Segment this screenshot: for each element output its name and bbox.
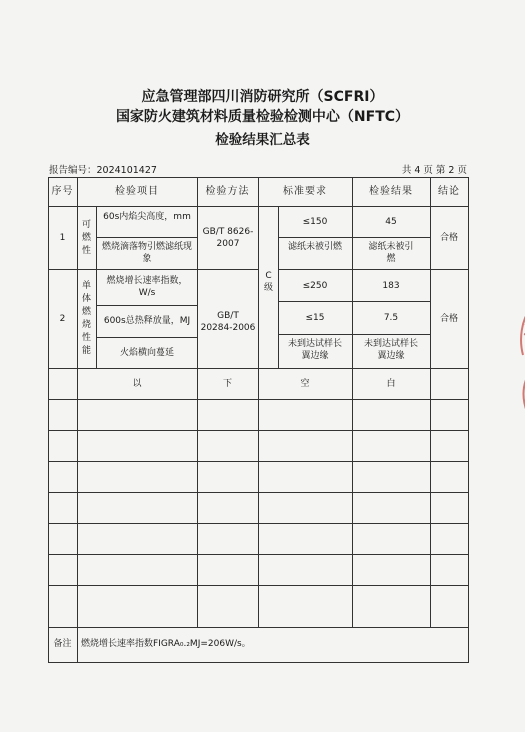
blank-word-4: 白: [386, 379, 396, 389]
row1-no: 1: [59, 233, 66, 243]
grade-label: C级: [263, 271, 273, 293]
header-result: 检验结果: [369, 186, 413, 197]
row2-conclusion: 合格: [439, 314, 458, 324]
note-text: 燃烧增长速率指数FIGRA₀.₂MJ=206W/s。: [81, 639, 251, 649]
row1-res-paper: 滤纸未被引燃: [368, 242, 414, 264]
row1-group: 可燃性: [81, 220, 91, 256]
blank-word-1: 以: [132, 379, 142, 389]
row2-res-lfs: 未到达试样长翼边缘: [363, 339, 418, 361]
row1-req-flame: ≤150: [302, 217, 328, 227]
row2-req-lfs: 未到达试样长翼边缘: [288, 339, 343, 361]
row1-res-flame: 45: [385, 217, 397, 227]
seal-stamp-edge: [509, 300, 525, 420]
row1-conclusion: 合格: [439, 233, 458, 243]
page-info: 共 4 页 第 2 页: [401, 165, 467, 176]
header-no: 序号: [51, 186, 74, 197]
row2-res-thr: 7.5: [383, 313, 399, 323]
row2-req-figra: ≤250: [302, 281, 328, 291]
row1-item-filter-paper: 燃烧滴落物引燃滤纸现象: [101, 242, 192, 264]
blank-word-2: 下: [222, 379, 232, 389]
header-requirement: 标准要求: [283, 186, 327, 197]
row2-item-lfs: 火焰横向蔓延: [119, 348, 174, 358]
row1-method: GB/T 8626-2007: [202, 227, 254, 249]
row2-no: 2: [59, 314, 66, 324]
row2-item-thr: 600s总热释放量，MJ: [103, 316, 191, 326]
row1-req-paper: 滤纸未被引燃: [288, 242, 343, 252]
row2-item-figra: 燃烧增长速率指数，W/s: [106, 276, 188, 298]
row2-req-thr: ≤15: [305, 313, 325, 323]
header-method: 检验方法: [205, 186, 250, 197]
blank-word-3: 空: [300, 379, 310, 389]
note-label: 备注: [53, 639, 72, 649]
row2-method: GB/T 20284-2006: [200, 311, 256, 333]
report-number: 报告编号：2024101427: [49, 165, 157, 176]
row2-res-figra: 183: [382, 281, 400, 291]
header-conclusion: 结论: [438, 186, 460, 197]
row2-group: 单体燃烧性能: [81, 281, 91, 356]
row1-item-flame-height: 60s内焰尖高度，mm: [103, 212, 191, 222]
center-title: 国家防火建筑材料质量检验检测中心（NFTC）: [115, 109, 410, 125]
header-item: 检验项目: [115, 186, 159, 197]
institute-title: 应急管理部四川消防研究所（SCFRI）: [141, 89, 384, 105]
summary-title: 检验结果汇总表: [215, 132, 310, 148]
